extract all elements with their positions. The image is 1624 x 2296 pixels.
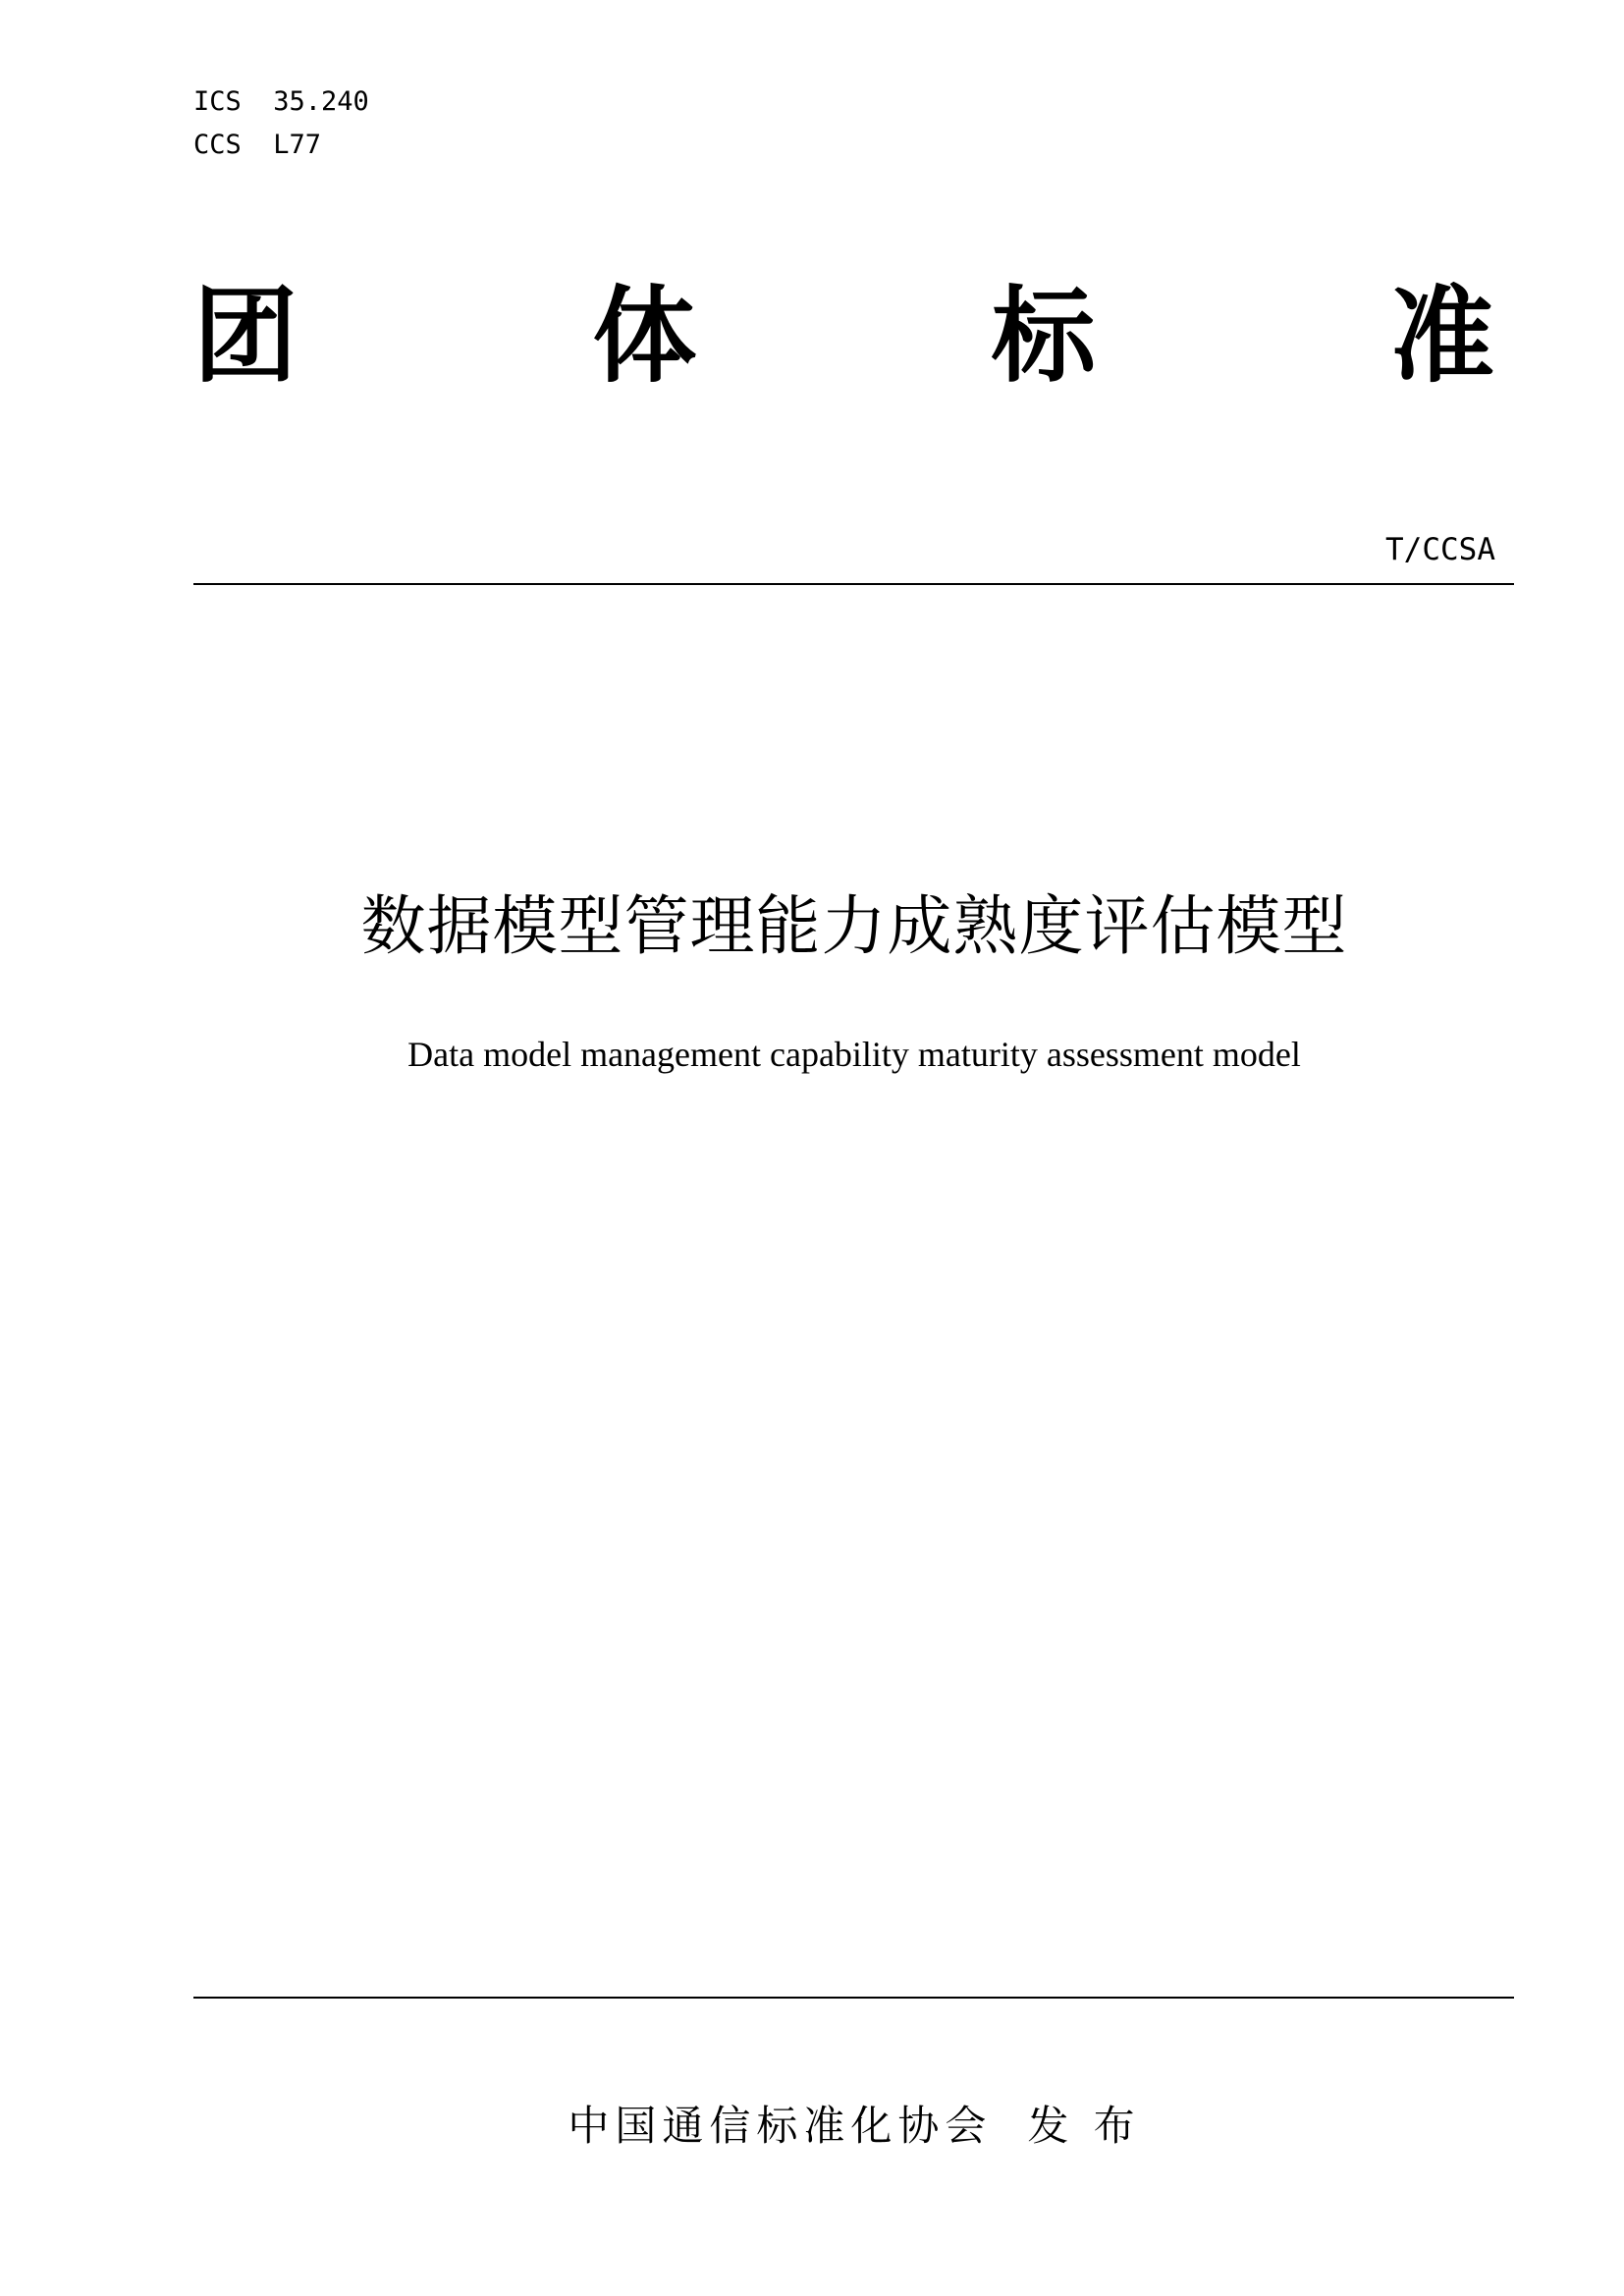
- standard-code: T/CCSA: [1385, 532, 1495, 567]
- heading-char-1: 团: [193, 276, 298, 397]
- publisher-org: 中国通信标准化协会: [568, 2102, 993, 2150]
- top-divider: [193, 583, 1514, 585]
- ics-code: ICS 35.240: [193, 86, 369, 117]
- heading-char-3: 标: [991, 276, 1096, 397]
- heading-char-2: 体: [592, 276, 697, 397]
- classification-codes: [193, 80, 369, 167]
- bottom-divider: [193, 1997, 1514, 1999]
- publisher-line: [0, 2099, 1624, 2154]
- publisher-action: 发 布: [1027, 2102, 1141, 2150]
- group-standard-heading: [193, 273, 1494, 400]
- ccs-code: CCS L77: [193, 130, 322, 160]
- document-title-english: Data model management capability maturity assessment model: [407, 1035, 1301, 1074]
- document-title-chinese: 数据模型管理能力成熟度评估模型: [360, 888, 1348, 964]
- heading-char-4: 准: [1389, 276, 1494, 397]
